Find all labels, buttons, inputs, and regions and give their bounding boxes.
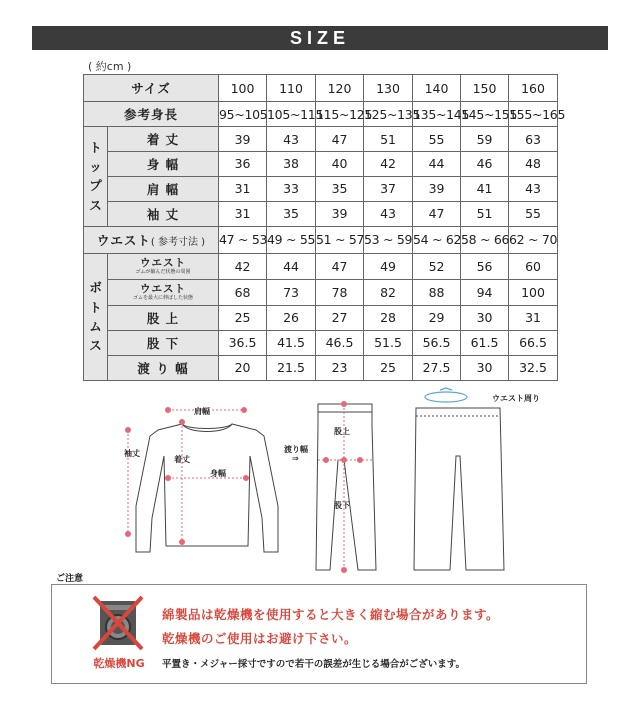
size-header-cell: 110 <box>267 75 316 102</box>
bottoms-row <box>84 305 558 330</box>
bottoms-cell: 56 <box>461 253 509 279</box>
waist-ref-cell: 51 ~ 57 <box>316 226 364 253</box>
tops-cell: 55 <box>413 127 461 152</box>
tops-cell: 33 <box>267 176 316 201</box>
tops-cell: 43 <box>267 127 316 152</box>
height-cell: 155~165 <box>509 102 558 127</box>
sleeve-length-label: 袖丈 <box>124 449 140 458</box>
notes-title: ご注意 <box>56 574 84 584</box>
bottoms-cell: 88 <box>413 279 461 305</box>
garment-diagram-svg <box>0 386 640 570</box>
bottoms-cell: 36.5 <box>219 330 267 355</box>
notes-box <box>51 584 587 684</box>
size-header-cell: 160 <box>509 75 558 102</box>
bottoms-row-label: 渡 り 幅 <box>108 355 219 380</box>
waist-ref-cell: 54 ~ 62 <box>413 226 461 253</box>
bottoms-cell: 25 <box>364 355 413 380</box>
height-cell: 95~105 <box>219 102 267 127</box>
bottoms-cell: 42 <box>219 253 267 279</box>
tops-cell: 39 <box>316 201 364 226</box>
bottoms-cell: 32.5 <box>509 355 558 380</box>
tops-cell: 37 <box>364 176 413 201</box>
bottoms-row-label-main: ウエスト <box>140 256 186 269</box>
dryer-ng-icon <box>92 595 144 651</box>
bottoms-cell: 73 <box>267 279 316 305</box>
bottoms-cell: 21.5 <box>267 355 316 380</box>
waist-ref-label-main: ウエスト <box>96 232 151 248</box>
tops-cell: 51 <box>364 127 413 152</box>
tops-cell: 40 <box>316 151 364 176</box>
tops-cell: 47 <box>413 201 461 226</box>
bottoms-row <box>84 279 558 305</box>
warning-avoid-dryer-text: 乾燥機のご使用はお避け下さい。 <box>162 631 358 646</box>
tops-cell: 35 <box>267 201 316 226</box>
tops-row <box>84 151 558 176</box>
bottoms-cell: 27 <box>316 305 364 330</box>
pants-front-illustration <box>414 408 504 570</box>
bottoms-row <box>84 253 558 279</box>
bottoms-row-caption: ゴムを最大に伸ばした状態 <box>133 294 194 301</box>
bottoms-cell: 29 <box>413 305 461 330</box>
bottoms-row-label: 股 上 <box>108 305 219 330</box>
size-header-row <box>84 75 558 102</box>
tops-cell: 63 <box>509 127 558 152</box>
waist-ref-label <box>84 226 219 253</box>
tops-cell: 59 <box>461 127 509 152</box>
bottoms-cell: 27.5 <box>413 355 461 380</box>
bottoms-row <box>84 355 558 380</box>
bottoms-cell: 31 <box>509 305 558 330</box>
tops-cell: 43 <box>364 201 413 226</box>
height-cell: 135~145 <box>413 102 461 127</box>
size-header-cell: 120 <box>316 75 364 102</box>
bottoms-cell: 82 <box>364 279 413 305</box>
tops-group-char: ス <box>89 197 102 213</box>
waist-ref-cell: 62 ~ 70 <box>509 226 558 253</box>
bottoms-row-label: 股 下 <box>108 330 219 355</box>
waist-ref-cell: 53 ~ 59 <box>364 226 413 253</box>
height-cell: 145~155 <box>461 102 509 127</box>
bottoms-row <box>84 330 558 355</box>
tshirt-illustration <box>136 424 278 552</box>
tops-cell: 39 <box>413 176 461 201</box>
tops-cell: 46 <box>461 151 509 176</box>
bottoms-row-caption: ゴムが縮んだ状態の周囲 <box>135 268 191 275</box>
bottoms-group-char: ム <box>89 318 102 334</box>
bottoms-cell: 30 <box>461 355 509 380</box>
bottoms-cell: 66.5 <box>509 330 558 355</box>
tops-cell: 51 <box>461 201 509 226</box>
tops-cell: 42 <box>364 151 413 176</box>
thigh-width-label: 渡り幅 <box>284 445 308 454</box>
size-header-cell: 100 <box>219 75 267 102</box>
tops-row-label: 身 幅 <box>108 151 219 176</box>
inseam-label: 股下 <box>334 501 350 510</box>
tops-cell: 41 <box>461 176 509 201</box>
tops-cell: 44 <box>413 151 461 176</box>
size-header-cell: 150 <box>461 75 509 102</box>
tops-row <box>84 127 558 152</box>
bottoms-cell: 60 <box>509 253 558 279</box>
size-table <box>83 74 566 381</box>
garment-diagrams <box>0 386 640 574</box>
waist-ref-label-sub: ( 参考寸法 ) <box>150 236 206 248</box>
waist-ref-cell: 47 ~ 53 <box>219 226 267 253</box>
bottoms-group-char: ト <box>89 299 102 315</box>
size-header-cell: 140 <box>413 75 461 102</box>
size-header-cell: 130 <box>364 75 413 102</box>
height-cell: 115~125 <box>316 102 364 127</box>
height-row-label: 参考身長 <box>84 102 219 127</box>
tops-group-char: プ <box>89 178 102 194</box>
tops-cell: 55 <box>509 201 558 226</box>
waist-ref-cell: 49 ~ 55 <box>267 226 316 253</box>
bottoms-cell: 30 <box>461 305 509 330</box>
bottoms-cell: 94 <box>461 279 509 305</box>
tops-row-label: 着 丈 <box>108 127 219 152</box>
tops-cell: 31 <box>219 201 267 226</box>
bottoms-cell: 41.5 <box>267 330 316 355</box>
bottoms-group-char: ス <box>89 338 102 354</box>
tops-cell: 43 <box>509 176 558 201</box>
tops-group-char: ッ <box>89 159 102 175</box>
bottoms-cell: 61.5 <box>461 330 509 355</box>
bottoms-cell: 20 <box>219 355 267 380</box>
tops-row <box>84 201 558 226</box>
dryer-ng-label: 乾燥機NG <box>93 657 145 670</box>
size-header-label: サイズ <box>84 75 219 102</box>
bottoms-cell: 46.5 <box>316 330 364 355</box>
bottoms-cell: 52 <box>413 253 461 279</box>
tops-cell: 38 <box>267 151 316 176</box>
bottoms-cell: 47 <box>316 253 364 279</box>
waist-around-marker <box>425 388 467 402</box>
tops-group-char: ト <box>89 139 102 155</box>
tops-cell: 47 <box>316 127 364 152</box>
height-cell: 125~135 <box>364 102 413 127</box>
bottoms-row-label <box>108 279 219 305</box>
tops-cell: 48 <box>509 151 558 176</box>
bottoms-cell: 78 <box>316 279 364 305</box>
height-cell: 105~115 <box>267 102 316 127</box>
bottoms-cell: 44 <box>267 253 316 279</box>
tops-cell: 39 <box>219 127 267 152</box>
thigh-width-arrow: ⇒ <box>292 454 299 463</box>
bottoms-cell: 25 <box>219 305 267 330</box>
bottoms-row-label-main: ウエスト <box>140 282 186 295</box>
bottoms-group-char: ボ <box>89 280 102 296</box>
height-row <box>84 102 558 127</box>
bottoms-row-label <box>108 253 219 279</box>
body-width-label: 身幅 <box>210 469 226 478</box>
waist-around-label: ウエスト周り <box>492 394 540 403</box>
bottoms-cell: 68 <box>219 279 267 305</box>
bottoms-cell: 51.5 <box>364 330 413 355</box>
warning-measurement-text: 平置き・メジャー採寸ですので若干の誤差が生じる場合がございます。 <box>162 659 466 670</box>
waist-ref-row <box>84 226 558 253</box>
bottoms-cell: 28 <box>364 305 413 330</box>
tops-row <box>84 176 558 201</box>
tops-row-label: 袖 丈 <box>108 201 219 226</box>
bottoms-cell: 49 <box>364 253 413 279</box>
tops-row-label: 肩 幅 <box>108 176 219 201</box>
unit-note: ( 約cm ) <box>88 60 132 73</box>
bottoms-cell: 26 <box>267 305 316 330</box>
tops-cell: 31 <box>219 176 267 201</box>
bottoms-cell: 23 <box>316 355 364 380</box>
page-title: SIZE <box>32 26 608 50</box>
bottoms-cell: 100 <box>509 279 558 305</box>
warning-shrink-text: 綿製品は乾燥機を使用すると大きく縮む場合があります。 <box>162 607 500 622</box>
tops-group-label <box>84 127 108 227</box>
rise-label: 股上 <box>334 427 350 436</box>
body-length-label: 着丈 <box>174 455 190 464</box>
bottoms-cell: 56.5 <box>413 330 461 355</box>
shoulder-width-label: 肩幅 <box>194 407 210 416</box>
tops-cell: 35 <box>316 176 364 201</box>
bottoms-group-label <box>84 253 108 380</box>
tops-cell: 36 <box>219 151 267 176</box>
waist-ref-cell: 58 ~ 66 <box>461 226 509 253</box>
